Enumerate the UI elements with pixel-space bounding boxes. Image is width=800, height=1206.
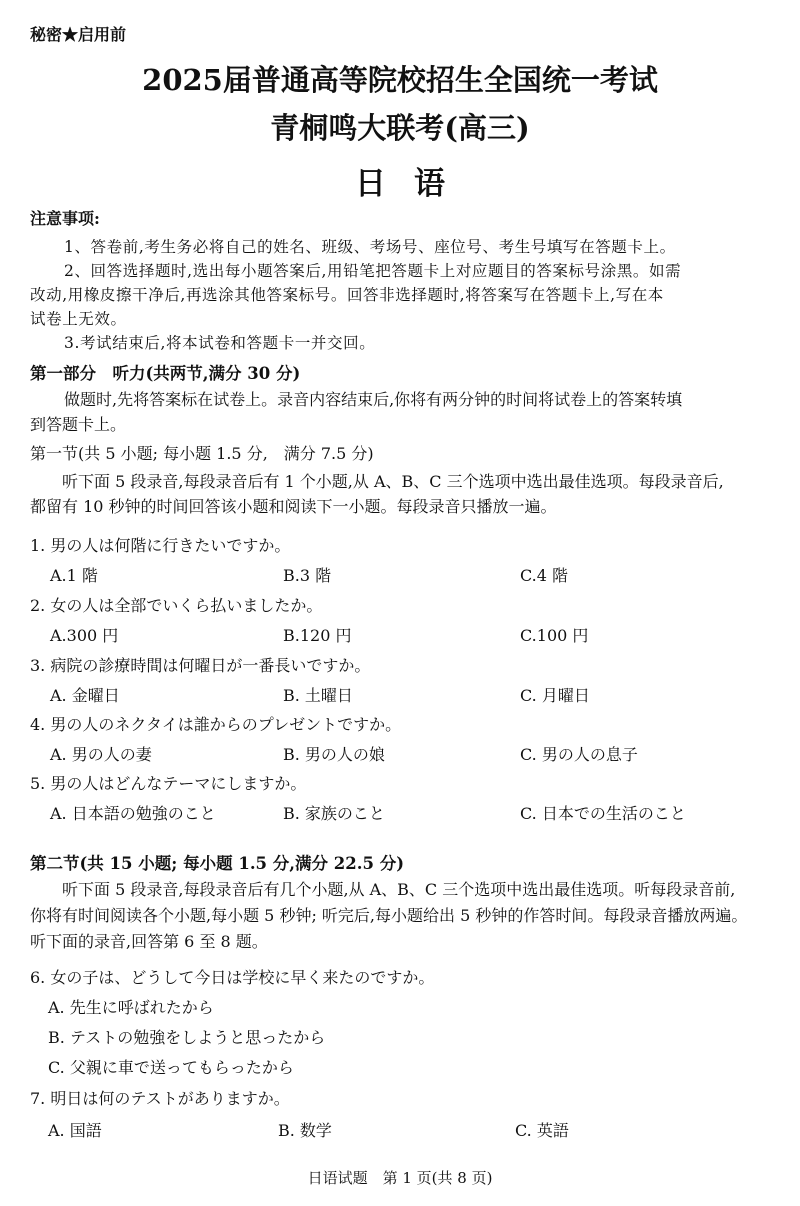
question-1-option-c: C.4 階 xyxy=(520,566,569,585)
question-1-option-b: B.3 階 xyxy=(283,566,332,585)
notice-item-2-line3: 试卷上无效。 xyxy=(30,310,127,328)
question-6-option-a: A. 先生に呼ばれたから xyxy=(48,998,214,1017)
part1-intro-line1: 做题时,先将答案标在试卷上。录音内容结束后,你将有两分钟的时间将试卷上的答案转填 xyxy=(64,390,683,409)
exam-subtitle: 青桐鸣大联考(高三) xyxy=(270,111,530,145)
question-7-option-a: A. 国語 xyxy=(48,1121,102,1140)
notice-item-2-line1: 2、回答选择题时,选出每小题答案后,用铅笔把答题卡上对应题目的答案标号涂黑。如需 xyxy=(64,262,682,280)
part1-heading: 第一部分 听力(共两节,满分 30 分) xyxy=(30,364,301,383)
question-3-option-a: A. 金曜日 xyxy=(50,686,120,705)
question-2-option-c: C.100 円 xyxy=(520,626,589,645)
question-3-option-c: C. 月曜日 xyxy=(520,686,590,705)
question-2-option-b: B.120 円 xyxy=(283,626,352,645)
confidential-label: 秘密★启用前 xyxy=(30,25,127,44)
question-6: 6. 女の子は、どうして今日は学校に早く来たのですか。 xyxy=(30,968,435,987)
subject-title: 日语 xyxy=(355,166,473,202)
question-5-option-b: B. 家族のこと xyxy=(283,804,385,823)
question-1-option-a: A.1 階 xyxy=(50,566,98,585)
notice-item-2-line2: 改动,用橡皮擦干净后,再选涂其他答案标号。回答非选择题时,将答案写在答题卡上,写在本 xyxy=(30,286,664,304)
question-3-option-b: B. 土曜日 xyxy=(283,686,353,705)
question-6-option-c: C. 父親に車で送ってもらったから xyxy=(48,1058,294,1077)
question-4-option-c: C. 男の人の息子 xyxy=(520,745,638,764)
question-7-option-c: C. 英語 xyxy=(515,1121,569,1140)
section1-heading: 第一节(共 5 小题; 每小题 1.5 分, 满分 7.5 分) xyxy=(30,444,374,463)
question-2: 2. 女の人は全部でいくら払いましたか。 xyxy=(30,596,323,615)
question-5-option-c: C. 日本での生活のこと xyxy=(520,804,686,823)
section1-intro-line1: 听下面 5 段录音,每段录音后有 1 个小题,从 A、B、C 三个选项中选出最佳选项。每段录音后, xyxy=(62,472,724,491)
exam-title: 2025届普通高等院校招生全国统一考试 xyxy=(142,63,658,97)
section2-intro-line2: 你将有时间阅读各个小题,每小题 5 秒钟; 听完后,每小题给出 5 秒钟的作答时间。每段录音播放两遍。 xyxy=(30,906,748,925)
section1-intro-line2: 都留有 10 秒钟的时间回答该小题和阅读下一小题。每段录音只播放一遍。 xyxy=(30,497,557,516)
question-5-option-a: A. 日本語の勉強のこと xyxy=(50,804,216,823)
notice-heading: 注意事项: xyxy=(30,209,100,228)
question-4-option-a: A. 男の人の妻 xyxy=(50,745,152,764)
question-2-option-a: A.300 円 xyxy=(50,626,119,645)
question-5: 5. 男の人はどんなテーマにしますか。 xyxy=(30,774,307,793)
notice-item-1: 1、答卷前,考生务必将自己的姓名、班级、考场号、座位号、考生号填写在答题卡上。 xyxy=(64,238,676,256)
notice-item-3: 3.考试结束后,将本试卷和答题卡一并交回。 xyxy=(64,334,376,352)
question-7: 7. 明日は何のテストがありますか。 xyxy=(30,1089,290,1108)
page-footer: 日语试题 第 1 页(共 8 页) xyxy=(307,1169,493,1187)
section2-intro-line3: 听下面的录音,回答第 6 至 8 题。 xyxy=(30,932,268,951)
question-6-option-b: B. テストの勉強をしようと思ったから xyxy=(48,1028,326,1047)
question-4-option-b: B. 男の人の娘 xyxy=(283,745,385,764)
question-1: 1. 男の人は何階に行きたいですか。 xyxy=(30,536,291,555)
question-3: 3. 病院の診療時間は何曜日が一番長いですか。 xyxy=(30,656,371,675)
part1-intro-line2: 到答题卡上。 xyxy=(30,415,127,434)
section2-heading: 第二节(共 15 小题; 每小题 1.5 分,满分 22.5 分) xyxy=(30,854,405,873)
section2-intro-line1: 听下面 5 段录音,每段录音后有几个小题,从 A、B、C 三个选项中选出最佳选项。听每段录音前, xyxy=(62,880,736,899)
question-7-option-b: B. 数学 xyxy=(278,1121,332,1140)
question-4: 4. 男の人のネクタイは誰からのプレゼントですか。 xyxy=(30,715,402,734)
